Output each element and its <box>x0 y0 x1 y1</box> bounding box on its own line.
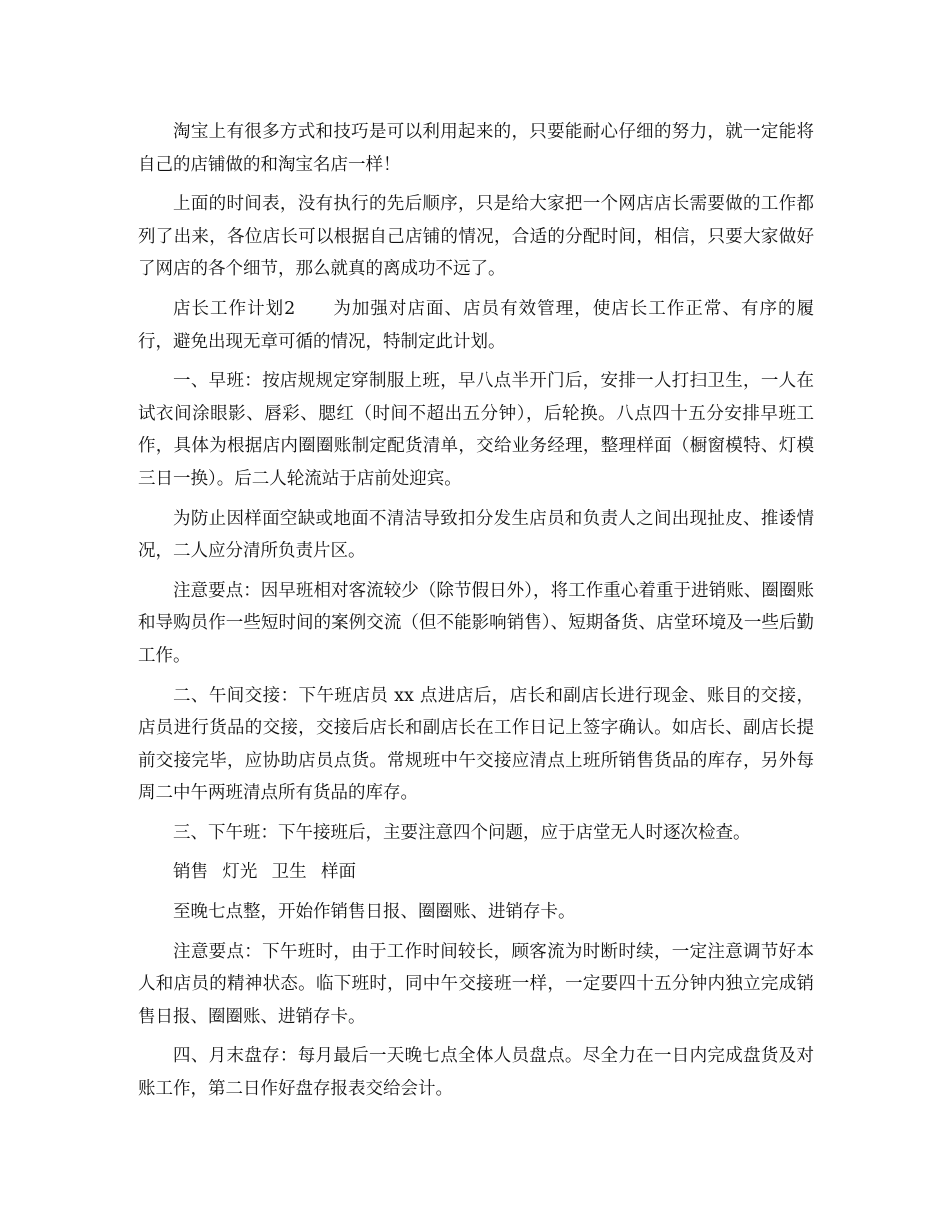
paragraph-morning-shift: 一、早班：按店规规定穿制服上班，早八点半开门后，安排一人打扫卫生，一人在试衣间涂眼影、唇彩、腮红（时间不超出五分钟），后轮换。八点四十五分安排早班工作，具体为根据店内圈圈账制定配货清单，交给业务经理，整理样面（橱窗模特、灯模三日一换）。后二人轮流站于店前处迎宾。 <box>138 371 814 489</box>
paragraph-month-end-inventory: 四、月末盘存：每月最后一天晚七点全体人员盘点。尽全力在一日内完成盘货及对账工作，第二日作好盘存报表交给会计。 <box>138 1046 814 1100</box>
paragraph-taobao-tips: 淘宝上有很多方式和技巧是可以利用起来的，只要能耐心仔细的努力，就一定能将自己的店铺做的和淘宝名店一样！ <box>138 122 814 175</box>
document-body <box>138 116 814 1113</box>
paragraph-noon-handover: 二、午间交接：下午班店员 xx 点进店后，店长和副店长进行现金、账目的交接，店员进行货品的交接，交接后店长和副店长在工作日记上签字确认。如店长、副店长提前交接完毕，应协助店员点货。常规班中午交接应清点上班所销售货品的库存，另外每周二中午两班清点所有货品的库存。 <box>138 685 814 804</box>
paragraph-plan-intro: 店长工作计划2 为加强对店面、店员有效管理，使店长工作正常、有序的履行，避免出现无章可循的情况，特制定此计划。 <box>138 298 814 352</box>
paragraph-afternoon-shift: 三、下午班：下午接班后，主要注意四个问题，应于店堂无人时逐次检查。 <box>173 822 751 843</box>
paragraph-afternoon-notes: 注意要点：下午班时，由于工作时间较长，顾客流为时断时续，一定注意调节好本人和店员的精神状态。临下班时，同中午交接班一样，一定要四十五分钟内独立完成销售日报、圈圈账、进销存卡。 <box>138 941 814 1027</box>
paragraph-area-responsibility: 为防止因样面空缺或地面不清洁导致扣分发生店员和负责人之间出现扯皮、推诿情况，二人应分清所负责片区。 <box>138 508 814 562</box>
paragraph-schedule-note: 上面的时间表，没有执行的先后顺序，只是给大家把一个网店店长需要做的工作都列了出来，各位店长可以根据自己店铺的情况，合适的分配时间，相信，只要大家做好了网店的各个细节，那么就真的离成功不远了。 <box>138 194 814 280</box>
paragraph-check-items: 销售 灯光 卫生 样面 <box>173 862 356 883</box>
paragraph-morning-notes: 注意要点：因早班相对客流较少（除节假日外），将工作重心着重于进销账、圈圈账和导购员作一些短时间的案例交流（但不能影响销售）、短期备货、店堂环境及一些后勤工作。 <box>138 580 814 666</box>
paragraph-evening-reports: 至晚七点整，开始作销售日报、圈圈账、进销存卡。 <box>173 902 576 923</box>
